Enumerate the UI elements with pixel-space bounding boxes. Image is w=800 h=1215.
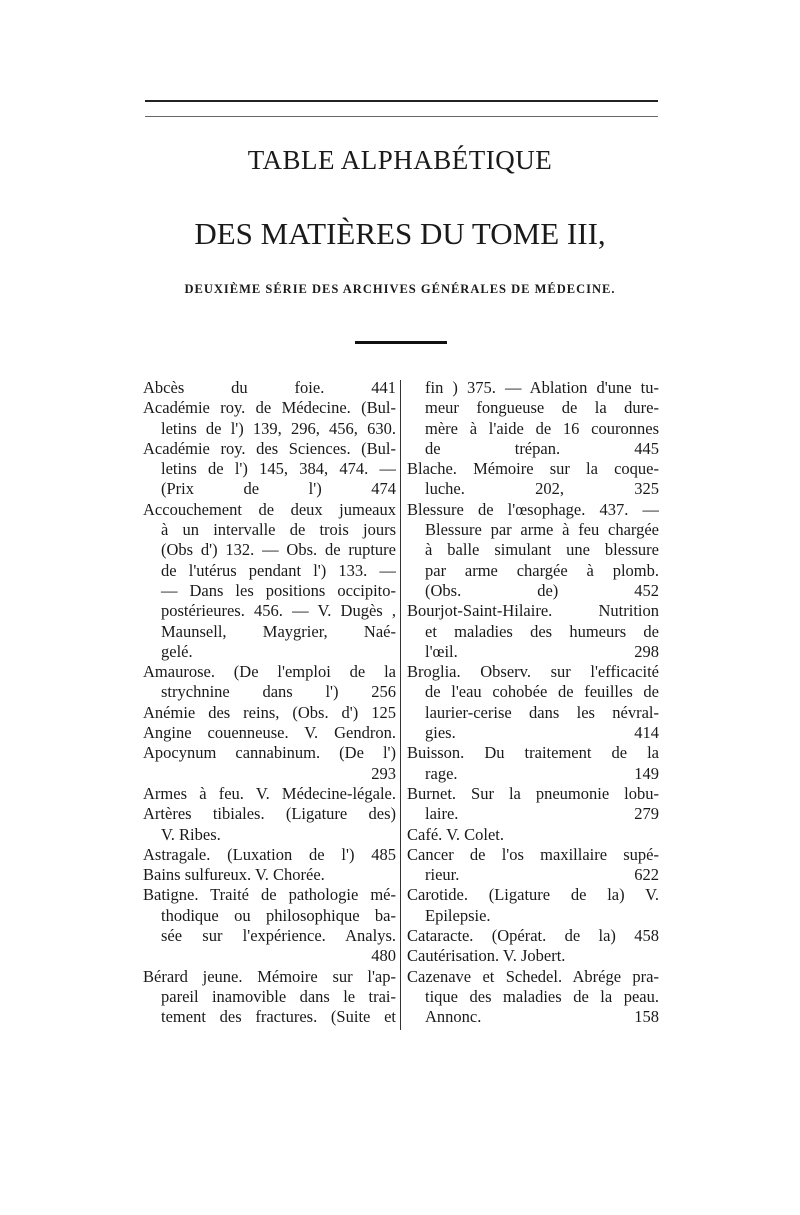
column-divider [400, 380, 401, 1030]
index-line: rage. 149 [425, 763, 659, 783]
index-line: laurier-cerise dans les névral- [425, 702, 659, 722]
index-line: et maladies des humeurs de [425, 621, 659, 641]
index-line: 480 [371, 946, 396, 966]
index-line: fin ) 375. — Ablation d'une tu- [425, 378, 659, 397]
index-line: tement des fractures. (Suite et [161, 1007, 396, 1027]
index-line: à balle simulant une blessure [425, 540, 659, 560]
index-line: Abcès du foie. 441 [143, 378, 396, 397]
index-line: gies. 414 [425, 723, 659, 743]
index-column-left [143, 378, 396, 1028]
index-line: Cazenave et Schedel. Abrége pra- [407, 966, 659, 986]
index-line: Artères tibiales. (Ligature des) [143, 804, 396, 824]
index-line: Carotide. (Ligature de la) V. [407, 885, 659, 905]
index-line: Amaurose. (De l'emploi de la [143, 662, 396, 682]
index-line: Cataracte. (Opérat. de la) 458 [407, 926, 659, 946]
index-line: laire. 279 [425, 804, 659, 824]
index-line: Cancer de l'os maxillaire supé- [407, 844, 659, 864]
page-title-line2: DES MATIÈRES DU TOME III, [194, 216, 606, 251]
index-line: Accouchement de deux jumeaux [143, 499, 396, 519]
index-line: Buisson. Du traitement de la [407, 743, 659, 763]
index-line: tique des maladies de la peau. [425, 986, 659, 1006]
index-line: de l'utérus pendant l') 133. — [161, 560, 396, 580]
index-line: letins de l') 139, 296, 456, 630. [161, 418, 396, 438]
index-line: rieur. 622 [425, 865, 659, 885]
index-line: Broglia. Observ. sur l'efficacité [407, 662, 659, 682]
top-rule [145, 100, 658, 102]
index-line: Académie roy. de Médecine. (Bul- [143, 398, 396, 418]
page-subtitle: DEUXIÈME SÉRIE DES ARCHIVES GÉNÉRALES DE MÉDECINE. [184, 282, 616, 296]
index-line: de l'eau cohobée de feuilles de [425, 682, 659, 702]
index-line: V. Ribes. [161, 824, 221, 844]
index-line: Café. V. Colet. [407, 824, 505, 844]
index-line: (Prix de l') 474 [161, 479, 396, 499]
title-separator-rule [355, 341, 447, 344]
index-line: (Obs. de) 452 [425, 580, 659, 600]
index-line: Bourjot-Saint-Hilaire. Nutrition [407, 601, 659, 621]
page-title: TABLE ALPHABÉTIQUE [247, 145, 553, 175]
index-line: Astragale. (Luxation de l') 485 [143, 844, 396, 864]
index-line: Bains sulfureux. V. Chorée. [143, 865, 325, 885]
index-line: Blessure de l'œsophage. 437. — [407, 499, 659, 519]
index-line: letins de l') 145, 384, 474. — [161, 459, 396, 479]
index-line: l'œil. 298 [425, 641, 659, 661]
index-line: de trépan. 445 [425, 438, 659, 458]
index-column-right [407, 378, 659, 1028]
index-line: Blache. Mémoire sur la coque- [407, 459, 659, 479]
index-line: Cautérisation. V. Jobert. [407, 946, 566, 966]
index-line: Burnet. Sur la pneumonie lobu- [407, 783, 659, 803]
index-line: gelé. [161, 641, 193, 661]
index-line: thodique ou philosophique ba- [161, 905, 396, 925]
index-line: Anémie des reins, (Obs. d') 125 [143, 702, 396, 722]
index-line: 293 [371, 763, 396, 783]
top-rule-thin [145, 116, 658, 117]
index-line: sée sur l'expérience. Analys. [161, 926, 396, 946]
index-line: mère à l'aide de 16 couronnes [425, 418, 659, 438]
index-line: Blessure par arme à feu chargée [425, 520, 659, 540]
index-line: strychnine dans l') 256 [161, 682, 396, 702]
index-line: Annonc. 158 [425, 1007, 659, 1027]
index-line: — Dans les positions occipito- [161, 580, 396, 600]
index-line: à un intervalle de trois jours [161, 520, 396, 540]
index-line: par arme chargée à plomb. [425, 560, 659, 580]
index-line: (Obs d') 132. — Obs. de rupture [161, 540, 396, 560]
index-line: Apocynum cannabinum. (De l') [143, 743, 396, 763]
index-line: pareil inamovible dans le trai- [161, 986, 396, 1006]
index-line: postérieures. 456. — V. Dugès , [161, 601, 396, 621]
index-line: meur fongueuse de la dure- [425, 398, 659, 418]
index-line: Epilepsie. [425, 905, 491, 925]
index-line: Angine couenneuse. V. Gendron. [143, 723, 396, 743]
index-line: Bérard jeune. Mémoire sur l'ap- [143, 966, 396, 986]
index-line: Batigne. Traité de pathologie mé- [143, 885, 396, 905]
index-line: luche. 202, 325 [425, 479, 659, 499]
index-line: Académie roy. des Sciences. (Bul- [143, 438, 396, 458]
index-line: Armes à feu. V. Médecine-légale. [143, 783, 396, 803]
index-line: Maunsell, Maygrier, Naé- [161, 621, 396, 641]
